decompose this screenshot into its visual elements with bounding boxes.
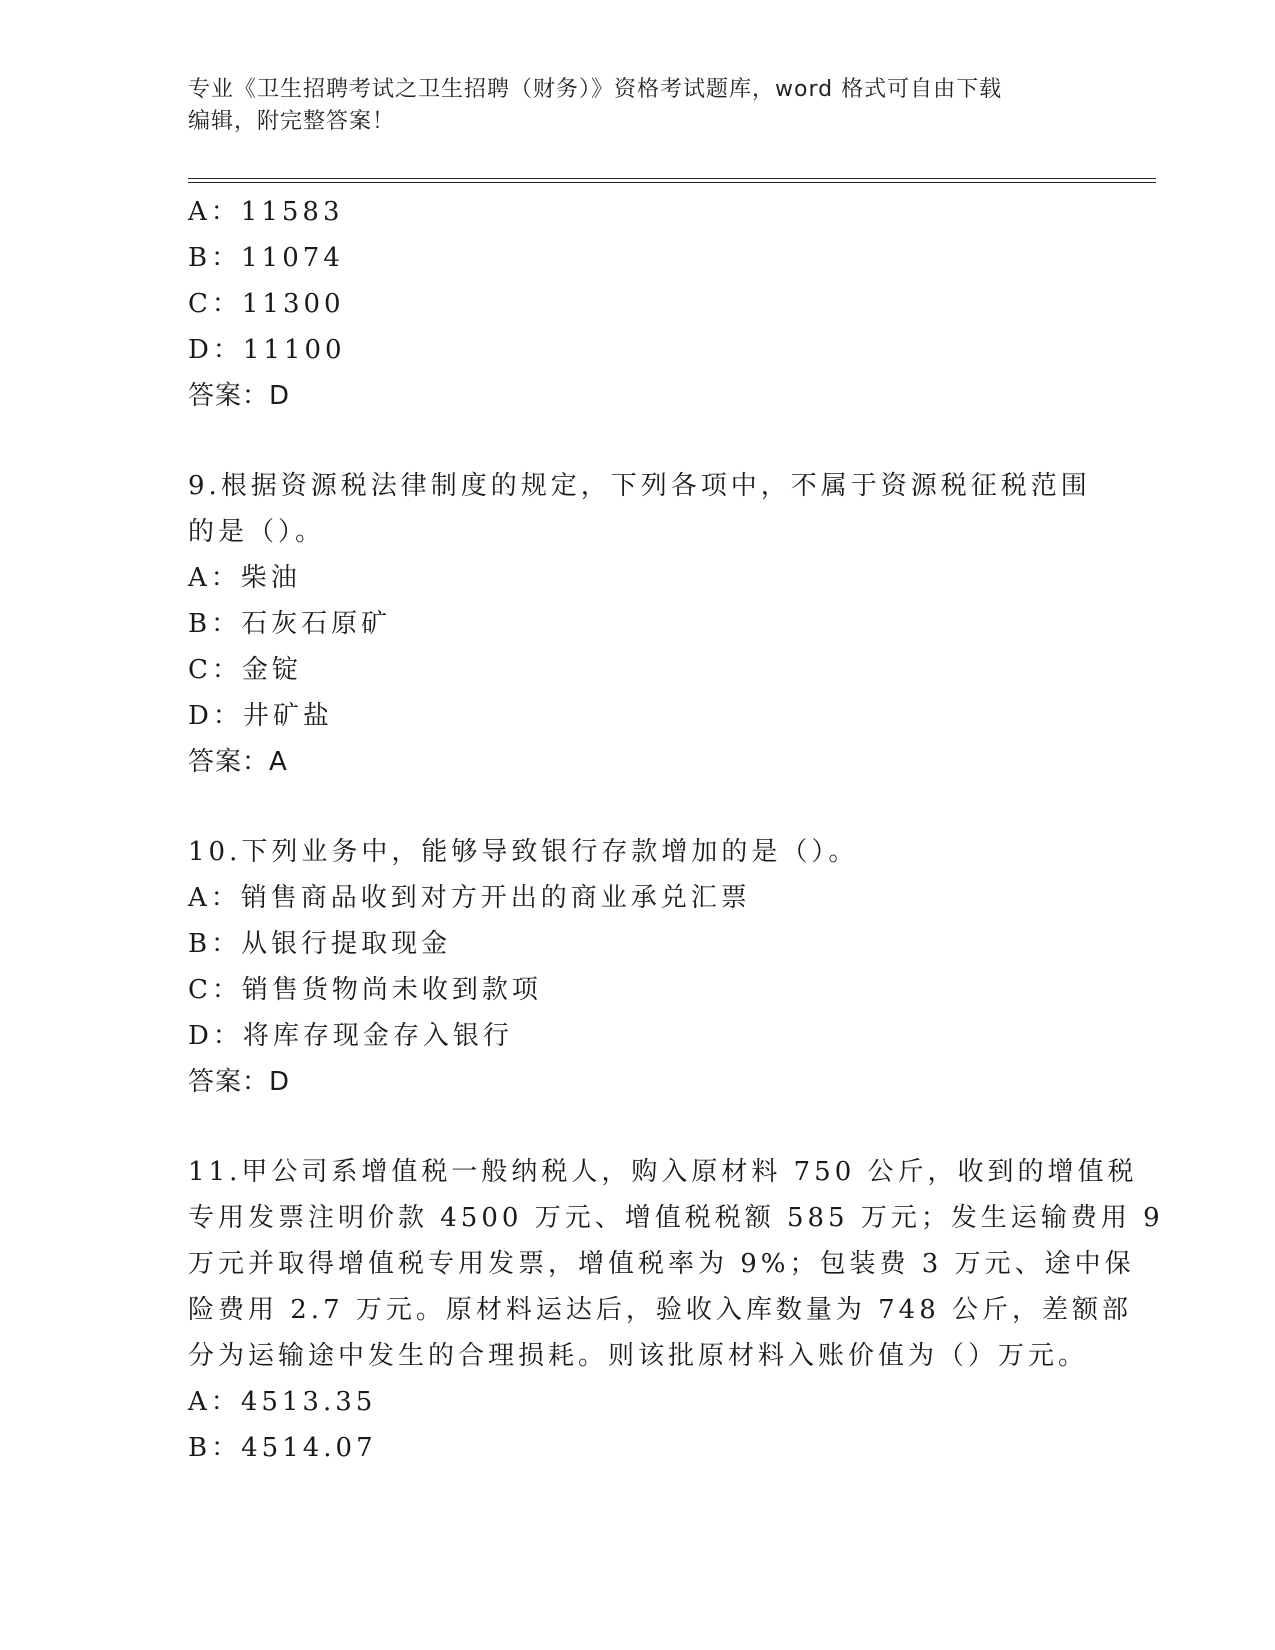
answer-line: 答案：A <box>188 747 288 777</box>
option-d: D：井矿盐 <box>188 701 333 731</box>
option-a: A：销售商品收到对方开出的商业承兑汇票 <box>188 883 751 913</box>
question-block-10 <box>188 829 1088 1105</box>
question-block-11 <box>188 1149 1164 1471</box>
option-b: B：11074 <box>188 243 344 273</box>
question-spacer <box>188 785 1088 829</box>
option-a: A：柴油 <box>188 563 301 593</box>
question-list <box>188 189 1164 1471</box>
document-header <box>188 74 1088 138</box>
answer-line: 答案：D <box>188 381 291 411</box>
question-stem-line: 专用发票注明价款 4500 万元、增值税税额 585 万元；发生运输费用 9 <box>188 1203 1164 1233</box>
question-stem-line: 分为运输途中发生的合理损耗。则该批原材料入账价值为（）万元。 <box>188 1341 1089 1371</box>
question-block-partial <box>188 189 1088 419</box>
question-stem-line: 11.甲公司系增值税一般纳税人，购入原材料 750 公斤，收到的增值税 <box>188 1157 1138 1187</box>
option-b: B：4514.07 <box>188 1433 377 1463</box>
answer-line: 答案：D <box>188 1067 291 1097</box>
question-stem-line: 的是（）。 <box>188 517 326 547</box>
option-b: B：从银行提取现金 <box>188 929 452 959</box>
option-a: A：4513.35 <box>188 1387 377 1417</box>
option-d: D：将库存现金存入银行 <box>188 1021 513 1051</box>
question-spacer <box>188 1105 1088 1149</box>
header-divider-bottom <box>188 182 1156 183</box>
header-line-2: 编辑，附完整答案！ <box>188 109 396 134</box>
option-a: A：11583 <box>188 197 344 227</box>
option-c: C：销售货物尚未收到款项 <box>188 975 542 1005</box>
question-stem-line: 10.下列业务中，能够导致银行存款增加的是（）。 <box>188 837 859 867</box>
question-stem-line: 万元并取得增值税专用发票，增值税率为 9%；包装费 3 万元、途中保 <box>188 1249 1135 1279</box>
header-divider-top <box>188 178 1156 179</box>
question-spacer <box>188 419 1088 463</box>
option-d: D：11100 <box>188 335 346 365</box>
question-stem-line: 险费用 2.7 万元。原材料运达后，验收入库数量为 748 公斤，差额部 <box>188 1295 1133 1325</box>
question-block-9 <box>188 463 1091 785</box>
option-b: B：石灰石原矿 <box>188 609 392 639</box>
option-c: C：金锭 <box>188 655 302 685</box>
question-stem-line: 9.根据资源税法律制度的规定，下列各项中，不属于资源税征税范围 <box>188 471 1091 501</box>
header-line-1: 专业《卫生招聘考试之卫生招聘（财务）》资格考试题库，word 格式可自由下载 <box>188 77 1003 102</box>
option-c: C：11300 <box>188 289 345 319</box>
